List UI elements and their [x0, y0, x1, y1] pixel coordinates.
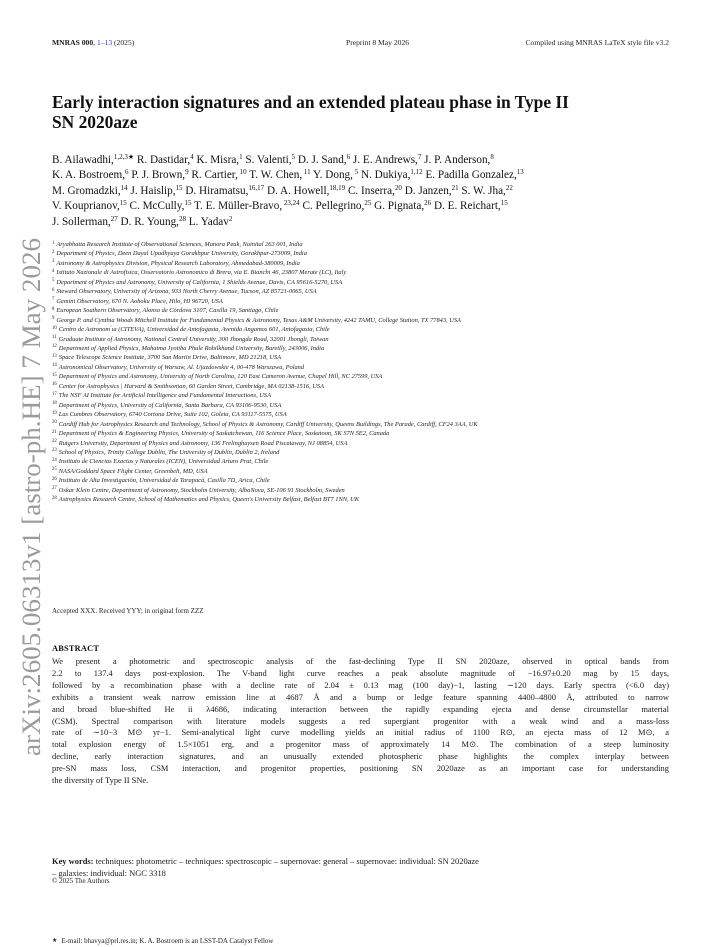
abstract-line: rate of ∼10−3 M⊙ yr−1. Semi-analytical light curve modelling yields an initial radius of 1100 R⊙, an ejecta mass of 12 M⊙, a [52, 727, 669, 738]
author-affiliation-marker: 25 [364, 199, 372, 208]
affiliation-item [52, 420, 692, 429]
footnote-star-icon: ★ [52, 938, 58, 944]
title-lines [52, 92, 652, 132]
affiliation-item [52, 382, 692, 391]
page-range-link[interactable]: 1–13 [96, 38, 113, 47]
author-affiliation-marker: 5 [291, 153, 296, 161]
affiliation-number: 27 [52, 486, 57, 492]
author-name: S. Valenti, [242, 154, 292, 166]
affiliation-item [52, 401, 692, 410]
author-affiliation-marker: 21 [451, 183, 459, 192]
title-line: SN 2020aze [52, 112, 138, 132]
affiliation-number: 13 [52, 353, 57, 359]
author-name: M. Gromadzki, [52, 184, 121, 197]
affiliation-number: 16 [52, 382, 57, 388]
author-name: P. J. Brown, [128, 169, 186, 182]
arxiv-identifier: arXiv:2605.06313v1 [astro-ph.HE] 7 May 2026 [16, 248, 46, 756]
author-name: J. E. Andrews, [350, 154, 418, 166]
affiliation-item [52, 391, 692, 400]
author-affiliation-marker: 18,19 [329, 183, 346, 192]
abstract-line: 2.2 to 137.4 days post-explosion. The V-band light curve reaches a peak absolute magnitude of −16.97±0.20 mag by 15 days, [52, 667, 669, 678]
author-name: V. Kouprianov, [52, 200, 120, 213]
author-name: B. Ailawadhi, [52, 154, 114, 166]
affiliation-item [52, 344, 692, 353]
author-affiliation-marker: 1,2,3★ [113, 153, 135, 161]
affiliation-item [52, 363, 692, 372]
keywords-text: – galaxies: individual: NGC 3318 [52, 867, 166, 878]
affiliation-number: 17 [52, 391, 57, 397]
author-name: D. E. Reichart, [431, 200, 501, 213]
author-name: D. Hiramatsu, [182, 184, 249, 197]
abstract-line: and broad blue-shifted He ii λ4686, indicating interaction between the rapidly expanding ejecta and dense circumstellar material [52, 703, 669, 714]
author-name: N. Dukiya, [358, 169, 411, 182]
copyright-notice: © 2025 The Authors [52, 877, 110, 885]
affiliation-text: School of Physics, Trinity College Dublin, The University of Dublin, Dublin 2, Ireland [58, 448, 280, 456]
author-affiliation-marker: 13 [516, 168, 524, 177]
abstract-heading: ABSTRACT [52, 644, 100, 653]
affiliation-number: 8 [52, 306, 55, 312]
affiliation-number: 3 [52, 259, 55, 265]
affiliation-item [52, 306, 692, 315]
author-affiliation-marker: 7 [417, 153, 422, 161]
affiliation-number: 15 [52, 372, 57, 378]
author-name: C. McCully, [126, 200, 185, 213]
author-affiliation-marker: 15 [119, 199, 127, 208]
accepted-line: Accepted XXX. Received YYY; in original form ZZZ [52, 607, 204, 615]
affiliation-list [52, 240, 692, 505]
footnote-text: E-mail: bhavya@prl.res.in; K. A. Bostroem is an LSST-DA Catalyst Fellow [61, 937, 274, 945]
author-affiliation-marker: 20 [394, 183, 402, 192]
affiliation-text: Department of Applied Physics, Mahatma Jyotiba Phule Rohilkhand University, Bareilly, 243006, India [58, 344, 325, 352]
keywords-line [52, 868, 669, 880]
affiliation-number: 7 [52, 297, 55, 303]
author-affiliation-marker: 27 [110, 214, 118, 223]
affiliation-number: 6 [52, 287, 55, 293]
affiliation-item [52, 429, 692, 438]
affiliation-text: Astrophysics Research Centre, School of Mathematics and Physics, Queen's University Belfast, Belfast BT7 1NN, UK [58, 496, 360, 504]
affiliation-text: Graduate Institute of Astronomy, National Central University, 300 Jhongda Road, 32001 Jhongli, Taiwan [58, 335, 329, 343]
affiliation-text: NASA/Goddard Space Flight Center, Greenbelt, MD, USA [58, 467, 208, 475]
affiliation-item [52, 240, 692, 249]
affiliation-item [52, 410, 692, 419]
author-affiliation-marker: 9 [185, 168, 189, 177]
affiliation-text: Astronomy & Astrophysics Division, Physical Research Laboratory, Ahmedabad-380009, India [56, 259, 300, 267]
author-name: K. A. Bostroem, [52, 169, 126, 182]
author-name: G. Pignata, [371, 200, 425, 213]
author-name: C. Inserra, [345, 184, 395, 197]
affiliation-number: 9 [52, 316, 55, 322]
abstract-line: followed by a recombination phase with a decline rate of 2.04 ± 0.13 mag (100 day)−1, lasting ∼120 days. Early spectra (<6.0 day) [52, 679, 669, 690]
abstract-line: decline, early interaction signatures, and an unusually extended photospheric phase highlights the complex interplay between [52, 751, 669, 762]
author-name: J. Sollerman, [52, 215, 111, 228]
affiliation-text: Department of Physics and Astronomy, University of North Carolina, 120 East Cameron Avenue, Chapel Hill, NC 27599, USA [58, 373, 383, 381]
affiliation-text: Instituto de Alta Investigación, Universidad de Tarapacá, Casilla 7D, Arica, Chile [58, 477, 270, 485]
author-affiliation-marker: 1 [239, 153, 243, 161]
abstract-line: (CSM). Spectral comparison with literature models suggests a red supergiant progenitor with a weak wind and a mass-loss [52, 715, 669, 726]
affiliation-item [52, 287, 692, 296]
running-header [52, 38, 669, 52]
affiliation-text: Gemini Observatory, 670 N. Aohoku Place, Hilo, HI 96720, USA [56, 297, 223, 305]
affiliation-number: 19 [52, 410, 57, 416]
author-name: D. R. Young, [117, 215, 179, 228]
paper-title [52, 92, 652, 132]
affiliation-item [52, 372, 692, 381]
author-name: J. Haislip, [127, 184, 176, 197]
author-name: J. P. Anderson, [421, 154, 491, 166]
author-line [52, 215, 672, 230]
author-line [52, 199, 672, 214]
author-affiliation-marker: 11 [302, 168, 311, 177]
affiliation-text: Astronomical Observatory, University of Warsaw, Al. Ujazdowskie 4, 00-478 Warszawa, Poland [58, 363, 305, 371]
author-affiliation-marker: 14 [120, 183, 128, 192]
author-name: T. W. Chen, [246, 169, 303, 182]
affiliation-text: Department of Physics & Engineering Physics, University of Saskatchewan, 116 Science Place, Saskatoon, SK S7N 5E2, Canada [58, 430, 390, 438]
author-name: C. Pellegrino, [299, 200, 365, 213]
affiliation-number: 26 [52, 476, 57, 482]
affiliation-number: 12 [52, 344, 57, 350]
abstract-line: exhibits a transient weak narrow emission line at 4687 Å and a bump or ledge feature spanning 4400–4800 Å, attributed to narrow [52, 691, 669, 702]
abstract-line: the diversity of Type II SNe. [52, 775, 149, 786]
author-affiliation-marker: 26 [424, 199, 432, 208]
author-name: D. Janzen, [401, 184, 452, 197]
affiliation-text: Aryabhatta Research Institute of Observational Sciences, Manora Peak, Nainital 263 001, India [56, 241, 303, 248]
author-line [52, 184, 672, 199]
affiliation-item [52, 495, 692, 504]
author-list [52, 153, 672, 230]
author-name: T. E. Müller-Bravo, [191, 200, 283, 213]
author-name: R. Dastidar, [134, 154, 191, 166]
affiliation-item [52, 325, 692, 334]
affiliation-text: Centro de Astronom ́ıa (CITEVA), Universidad de Antofagasta, Avenida Angamos 601, Antofagasta, Chile [58, 326, 330, 334]
author-affiliation-marker: 16,17 [248, 183, 265, 192]
author-name: D. A. Howell, [264, 184, 330, 197]
preprint-date: Preprint 8 May 2026 [346, 38, 410, 47]
affiliation-item [52, 249, 692, 258]
author-name: D. J. Sand, [295, 154, 347, 166]
affiliation-text: Cardiff Hub for Astrophysics Research and Technology, School of Physics & Astronomy, Cardiff University, Queens Buildings, The Parade, Cardiff, CF24 3AA, UK [58, 420, 478, 428]
abstract-line: pre-SN mass loss, CSM interaction, and progenitor properties, positioning SN 2020aze as an important case for understanding [52, 763, 669, 774]
author-affiliation-marker: 15 [500, 199, 508, 208]
author-affiliation-marker: 22 [505, 183, 513, 192]
affiliation-number: 23 [52, 448, 57, 454]
affiliation-item [52, 353, 692, 362]
affiliation-text: The NSF AI Institute for Artificial Intelligence and Fundamental Interactions, USA [58, 392, 272, 400]
affiliation-number: 21 [52, 429, 57, 435]
affiliation-text: Department of Physics and Astronomy, University of California, 1 Shields Avenue, Davis, CA 95616-5270, USA [56, 278, 343, 286]
author-affiliation-marker: 6 [346, 153, 351, 161]
author-name: K. Misra, [193, 154, 240, 166]
affiliation-item [52, 297, 692, 306]
author-affiliation-marker: 28 [178, 214, 186, 223]
affiliation-number: 5 [52, 278, 55, 284]
author-affiliation-marker: 1,12 [410, 168, 423, 177]
author-affiliation-marker: 5 [352, 168, 359, 177]
author-affiliation-marker: 6 [125, 168, 129, 177]
affiliation-item [52, 335, 692, 344]
affiliation-item [52, 486, 692, 495]
affiliation-text: Rutgers University, Department of Physics and Astronomy, 136 Frelinghuysen Road Piscataway, NJ 08854, USA [58, 439, 348, 447]
author-affiliation-marker: 8 [490, 153, 494, 161]
affiliation-number: 28 [52, 495, 57, 501]
affiliation-text: Oskar Klein Centre, Department of Astronomy, Stockholm University, AlbaNova, SE-106 91 Stockholm, Sweden [58, 486, 345, 494]
affiliation-text: George P. and Cynthia Woods Mitchell Institute for Fundamental Physics & Astronomy, Texas A&M University, 4242 TAMU, College Station, TX 77843, USA [56, 316, 461, 324]
affiliation-text: Instituto de Ciencias Exactas y Naturales (ICEN), Universidad Arturo Prat, Chile [58, 458, 269, 466]
journal-citation: MNRAS 000, 1–13 (2025) [52, 38, 135, 47]
affiliation-number: 20 [52, 420, 57, 426]
author-affiliation-marker: 15 [175, 183, 183, 192]
author-affiliation-marker: 23,24 [282, 199, 300, 208]
affiliation-number: 11 [52, 335, 57, 341]
affiliation-number: 24 [52, 457, 57, 463]
abstract-line: We present a photometric and spectroscopic analysis of the fast-declining Type II SN 2020aze, observed in optical bands from [52, 656, 669, 666]
affiliation-text: European Southern Observatory, Alonso de Córdova 3107, Casilla 19, Santiago, Chile [56, 307, 279, 315]
author-name: Y. Dong, [310, 169, 353, 182]
affiliation-item [52, 467, 692, 476]
affiliation-item [52, 316, 692, 325]
affiliation-text: Department of Physics, University of California, Santa Barbara, CA 93106-9530, USA [58, 401, 282, 409]
keywords-text: techniques: photometric – techniques: spectroscopic – supernovae: general – supernovae: individual: SN 2020aze [93, 856, 479, 866]
author-name: S. W. Jha, [458, 184, 506, 197]
abstract-line: total explosion energy of 1.5×1051 erg, and a progenitor mass of approximately 14 M⊙. The combination of a steep luminosity [52, 739, 669, 750]
author-line [52, 168, 672, 183]
affiliation-text: Center for Astrophysics | Harvard & Smithsonian, 60 Garden Street, Cambridge, MA 02138-1516, USA [58, 382, 325, 390]
title-line: Early interaction signatures and an extended plateau phase in Type II [52, 92, 569, 112]
footnote [52, 937, 273, 945]
affiliation-number: 25 [52, 467, 57, 473]
affiliation-item [52, 268, 692, 277]
abstract-body [52, 656, 669, 787]
affiliation-item [52, 278, 692, 287]
affiliation-text: Las Cumbres Observatory, 6740 Cortona Drive, Suite 102, Goleta, CA 93117-5575, USA [58, 411, 287, 419]
author-line [52, 153, 672, 168]
author-affiliation-marker: 4 [190, 153, 194, 161]
affiliation-number: 22 [52, 439, 57, 445]
keywords-label: Key words: [52, 856, 94, 866]
keywords [52, 856, 669, 880]
affiliation-item [52, 259, 692, 268]
affiliation-item [52, 448, 692, 457]
compiled-note: Compiled using MNRAS LaTeX style file v3.2 [525, 38, 669, 47]
author-name: E. Padilla Gonzalez, [422, 169, 517, 182]
affiliation-number: 14 [52, 363, 57, 369]
keywords-line [52, 856, 669, 868]
affiliation-number: 1 [52, 240, 55, 246]
author-affiliation-marker: 2 [228, 214, 233, 223]
affiliation-number: 4 [52, 268, 55, 274]
affiliation-text: Steward Observatory, University of Arizona, 933 North Cherry Avenue, Tucson, AZ 85721-0065, USA [56, 288, 317, 296]
author-affiliation-marker: 15 [184, 199, 192, 208]
affiliation-item [52, 457, 692, 466]
arxiv-stamp [6, 236, 50, 756]
author-name: R. Cartier, [188, 169, 238, 182]
affiliation-number: 18 [52, 401, 57, 407]
affiliation-number: 2 [52, 249, 55, 255]
affiliation-item [52, 439, 692, 448]
author-affiliation-marker: 10 [237, 168, 247, 177]
affiliation-text: Space Telescope Science Institute, 3700 San Martin Drive, Baltimore, MD 21218, USA [58, 354, 282, 362]
affiliation-text: Department of Physics, Deen Dayal Upadhyaya Gorakhpur University, Gorakhpur-273009, India [56, 250, 307, 258]
arxiv-stamp-graphic [6, 236, 50, 756]
affiliation-item [52, 476, 692, 485]
affiliation-number: 10 [52, 325, 57, 331]
affiliation-text: Istituto Nazionale di Astrofisica, Osservatorio Astronomico di Brera, via E. Bianchi 46, 23807 Merate (LC), Italy [56, 269, 347, 277]
author-name: L. Yadav [185, 215, 229, 228]
